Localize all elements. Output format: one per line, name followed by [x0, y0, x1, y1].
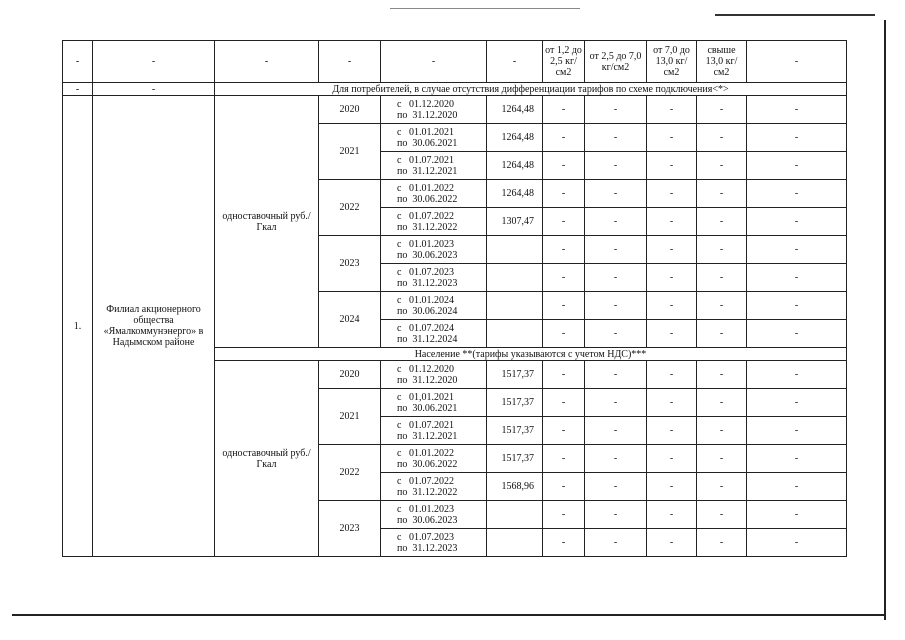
dash-cell: -	[543, 124, 585, 152]
section-cell: -	[93, 83, 215, 96]
price-cell: 1517,37	[487, 445, 543, 473]
header-cell: -	[381, 41, 487, 83]
year-cell: 2022	[319, 180, 381, 236]
dash-cell: -	[747, 96, 847, 124]
price-cell: 1264,48	[487, 180, 543, 208]
section-title: Для потребителей, в случае отсутствия дифференциации тарифов по схеме подключения<*>	[215, 83, 847, 96]
dash-cell: -	[543, 529, 585, 557]
dash-cell: -	[697, 320, 747, 348]
header-cell: -	[487, 41, 543, 83]
period-cell: с 01.07.2021 по 31.12.2021	[381, 417, 487, 445]
dash-cell: -	[585, 389, 647, 417]
dash-cell: -	[747, 529, 847, 557]
price-cell	[487, 320, 543, 348]
dash-cell: -	[697, 236, 747, 264]
dash-cell: -	[647, 208, 697, 236]
year-cell: 2021	[319, 389, 381, 445]
dash-cell: -	[697, 501, 747, 529]
dash-cell: -	[747, 417, 847, 445]
dash-cell: -	[543, 208, 585, 236]
tariff-table	[62, 40, 847, 557]
year-cell: 2023	[319, 501, 381, 557]
dash-cell: -	[747, 208, 847, 236]
dash-cell: -	[585, 292, 647, 320]
dash-cell: -	[647, 236, 697, 264]
scan-artifact-top-right	[715, 14, 875, 16]
header-cell: -	[319, 41, 381, 83]
year-cell: 2021	[319, 124, 381, 180]
tariff-type: одноставочный руб./Гкал	[215, 361, 319, 557]
period-cell: с 01.12.2020 по 31.12.2020	[381, 361, 487, 389]
dash-cell: -	[543, 180, 585, 208]
period-cell: с 01.07.2023 по 31.12.2023	[381, 264, 487, 292]
dash-cell: -	[747, 124, 847, 152]
pressure-header-3: от 7,0 до 13,0 кг/см2	[647, 41, 697, 83]
dash-cell: -	[647, 389, 697, 417]
dash-cell: -	[585, 180, 647, 208]
scan-artifact-top	[390, 8, 580, 9]
dash-cell: -	[647, 529, 697, 557]
dash-cell: -	[585, 152, 647, 180]
period-cell: с 01.01.2022 по 30.06.2022	[381, 180, 487, 208]
organization-name: Филиал акционерного общества «Ямалкоммунэнерго» в Надымском районе	[93, 96, 215, 557]
period-cell: с 01.01.2024 по 30.06.2024	[381, 292, 487, 320]
tariff-row	[63, 96, 847, 124]
dash-cell: -	[747, 389, 847, 417]
dash-cell: -	[543, 152, 585, 180]
dash-cell: -	[697, 152, 747, 180]
dash-cell: -	[543, 292, 585, 320]
dash-cell: -	[697, 473, 747, 501]
dash-cell: -	[585, 320, 647, 348]
dash-cell: -	[697, 96, 747, 124]
price-cell	[487, 501, 543, 529]
price-cell: 1517,37	[487, 389, 543, 417]
header-cell: -	[215, 41, 319, 83]
dash-cell: -	[585, 124, 647, 152]
dash-cell: -	[747, 236, 847, 264]
dash-cell: -	[647, 124, 697, 152]
price-cell: 1517,37	[487, 361, 543, 389]
dash-cell: -	[697, 180, 747, 208]
price-cell: 1264,48	[487, 124, 543, 152]
period-cell: с 01.01.2023 по 30.06.2023	[381, 236, 487, 264]
dash-cell: -	[585, 208, 647, 236]
dash-cell: -	[647, 180, 697, 208]
year-cell: 2024	[319, 292, 381, 348]
year-cell: 2020	[319, 361, 381, 389]
dash-cell: -	[647, 96, 697, 124]
year-cell: 2023	[319, 236, 381, 292]
dash-cell: -	[747, 361, 847, 389]
dash-cell: -	[697, 264, 747, 292]
dash-cell: -	[585, 96, 647, 124]
period-cell: с 01,01.2021 по 30.06.2021	[381, 389, 487, 417]
dash-cell: -	[585, 361, 647, 389]
dash-cell: -	[747, 445, 847, 473]
dash-cell: -	[747, 180, 847, 208]
price-cell	[487, 236, 543, 264]
price-cell	[487, 264, 543, 292]
period-cell: с 01.01.2021 по 30.06.2021	[381, 124, 487, 152]
dash-cell: -	[647, 445, 697, 473]
period-cell: с 01.07.2021 по 31.12.2021	[381, 152, 487, 180]
dash-cell: -	[585, 236, 647, 264]
dash-cell: -	[647, 473, 697, 501]
dash-cell: -	[747, 320, 847, 348]
dash-cell: -	[543, 501, 585, 529]
dash-cell: -	[543, 445, 585, 473]
period-cell: с 01.01.2023 по 30.06.2023	[381, 501, 487, 529]
dash-cell: -	[543, 264, 585, 292]
dash-cell: -	[697, 445, 747, 473]
header-cell: -	[747, 41, 847, 83]
year-cell: 2022	[319, 445, 381, 501]
dash-cell: -	[585, 473, 647, 501]
pressure-header-1: от 1,2 до 2,5 кг/см2	[543, 41, 585, 83]
dash-cell: -	[543, 473, 585, 501]
dash-cell: -	[585, 501, 647, 529]
dash-cell: -	[543, 96, 585, 124]
dash-cell: -	[697, 361, 747, 389]
period-cell: с 01.07.2022 по 31.12.2022	[381, 208, 487, 236]
pressure-header-4: свыше 13,0 кг/см2	[697, 41, 747, 83]
dash-cell: -	[585, 417, 647, 445]
price-cell: 1307,47	[487, 208, 543, 236]
item-number: 1.	[63, 96, 93, 557]
tariff-type: одноставочный руб./Гкал	[215, 96, 319, 348]
scan-artifact-bottom-edge	[12, 614, 884, 616]
price-cell: 1264,48	[487, 96, 543, 124]
header-cell: -	[93, 41, 215, 83]
dash-cell: -	[647, 264, 697, 292]
dash-cell: -	[647, 292, 697, 320]
price-cell: 1517,37	[487, 417, 543, 445]
dash-cell: -	[543, 389, 585, 417]
section-title: Население **(тарифы указываются с учетом НДС)***	[215, 348, 847, 361]
dash-cell: -	[747, 501, 847, 529]
price-cell: 1264,48	[487, 152, 543, 180]
dash-cell: -	[697, 292, 747, 320]
pressure-header-2: от 2,5 до 7,0 кг/см2	[585, 41, 647, 83]
header-cell: -	[63, 41, 93, 83]
dash-cell: -	[647, 361, 697, 389]
dash-cell: -	[747, 473, 847, 501]
period-cell: с 01.12.2020 по 31.12.2020	[381, 96, 487, 124]
dash-cell: -	[747, 292, 847, 320]
section-cell: -	[63, 83, 93, 96]
dash-cell: -	[585, 445, 647, 473]
dash-cell: -	[543, 417, 585, 445]
dash-cell: -	[647, 417, 697, 445]
dash-cell: -	[585, 529, 647, 557]
dash-cell: -	[647, 320, 697, 348]
dash-cell: -	[647, 152, 697, 180]
dash-cell: -	[543, 320, 585, 348]
price-cell	[487, 292, 543, 320]
dash-cell: -	[747, 264, 847, 292]
dash-cell: -	[697, 208, 747, 236]
period-cell: с 01.07.2022 по 31.12.2022	[381, 473, 487, 501]
period-cell: с 01.07.2023 по 31.12.2023	[381, 529, 487, 557]
dash-cell: -	[543, 361, 585, 389]
price-cell	[487, 529, 543, 557]
dash-cell: -	[747, 152, 847, 180]
dash-cell: -	[697, 417, 747, 445]
period-cell: с 01.07.2024 по 31.12.2024	[381, 320, 487, 348]
dash-cell: -	[585, 264, 647, 292]
dash-cell: -	[697, 389, 747, 417]
year-cell: 2020	[319, 96, 381, 124]
dash-cell: -	[647, 501, 697, 529]
dash-cell: -	[543, 236, 585, 264]
dash-cell: -	[697, 529, 747, 557]
dash-cell: -	[697, 124, 747, 152]
section-row	[63, 83, 847, 96]
price-cell: 1568,96	[487, 473, 543, 501]
period-cell: с 01.01.2022 по 30.06.2022	[381, 445, 487, 473]
scan-artifact-right-edge	[884, 20, 886, 620]
table-header-row	[63, 41, 847, 83]
